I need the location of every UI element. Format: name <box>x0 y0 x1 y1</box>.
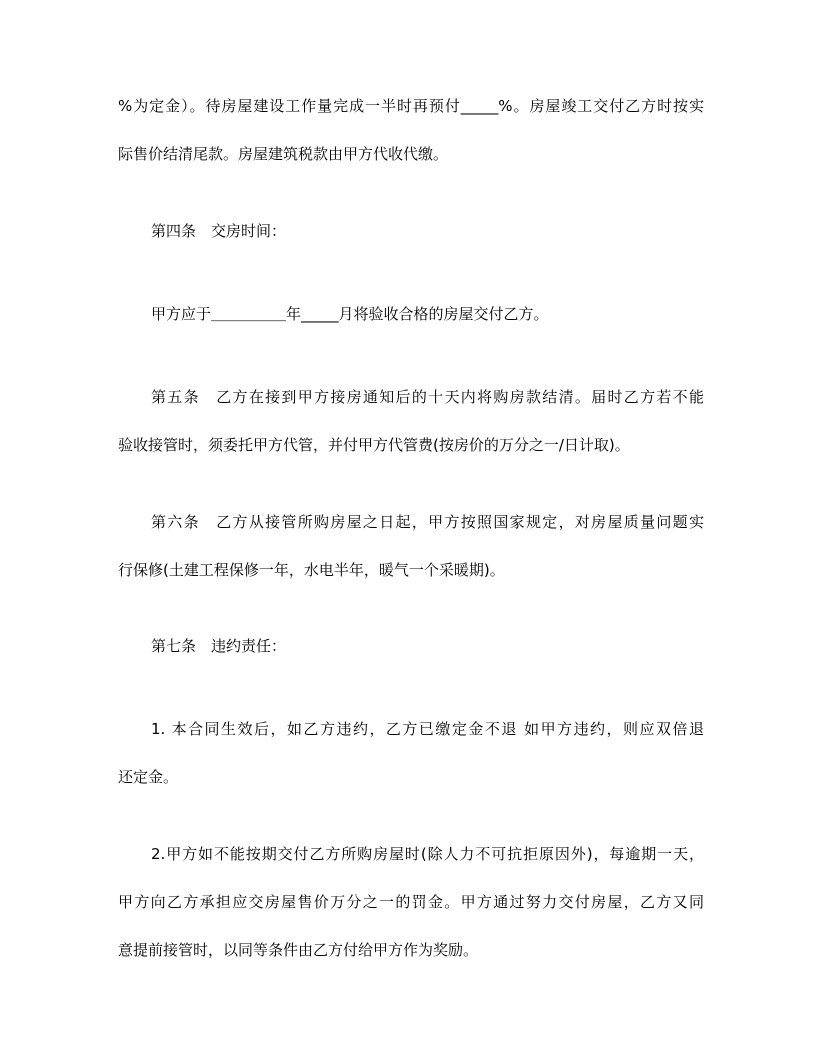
text-line: 还定金。 <box>118 768 179 786</box>
paragraph-payment-continued <box>118 82 704 178</box>
text-line: 1. 本合同生效后，如乙方违约，乙方已缴定金不退 如甲方违约，则应双倍退 <box>151 720 704 738</box>
article-7-heading <box>118 622 704 670</box>
text-line: 第五条 乙方在接到甲方接房通知后的十天内将购房款结清。届时乙方若不能 <box>151 388 704 406</box>
article-5-paragraph <box>118 373 704 469</box>
text-line: 甲方向乙方承担应交房屋售价万分之一的罚金。甲方通过努力交付房屋，乙方又同 <box>118 893 704 911</box>
text-line: 意提前接管时，以同等条件由乙方付给甲方作为奖励。 <box>118 941 479 959</box>
article-4-heading <box>118 207 704 255</box>
text-line: 行保修(土建工程保修一年，水电半年，暖气一个采暖期)。 <box>118 561 505 579</box>
article-7-item-2 <box>118 830 704 974</box>
article-6-paragraph <box>118 498 704 594</box>
text-line: 第六条 乙方从接管所购房屋之日起，甲方按照国家规定，对房屋质量问题实 <box>151 513 704 531</box>
text-line: 第七条 违约责任： <box>151 637 287 655</box>
article-4-body <box>118 290 704 338</box>
text-line: 第四条 交房时间： <box>151 222 287 240</box>
text-line: 2.甲方如不能按期交付乙方所购房屋时(除人力不可抗拒原因外)，每逾期一天， <box>151 845 704 863</box>
text-line: %为定金）。待房屋建设工作量完成一半时再预付_____%。房屋竣工交付乙方时按实 <box>118 97 704 115</box>
text-line: 甲方应于＿＿＿＿＿年_____月将验收合格的房屋交付乙方。 <box>151 305 549 323</box>
article-7-item-1 <box>118 705 704 801</box>
text-line: 际售价结清尾款。房屋建筑税款由甲方代收代缴。 <box>118 145 449 163</box>
text-line: 验收接管时，须委托甲方代管，并付甲方代管费(按房价的万分之一/日计取)。 <box>118 436 630 454</box>
